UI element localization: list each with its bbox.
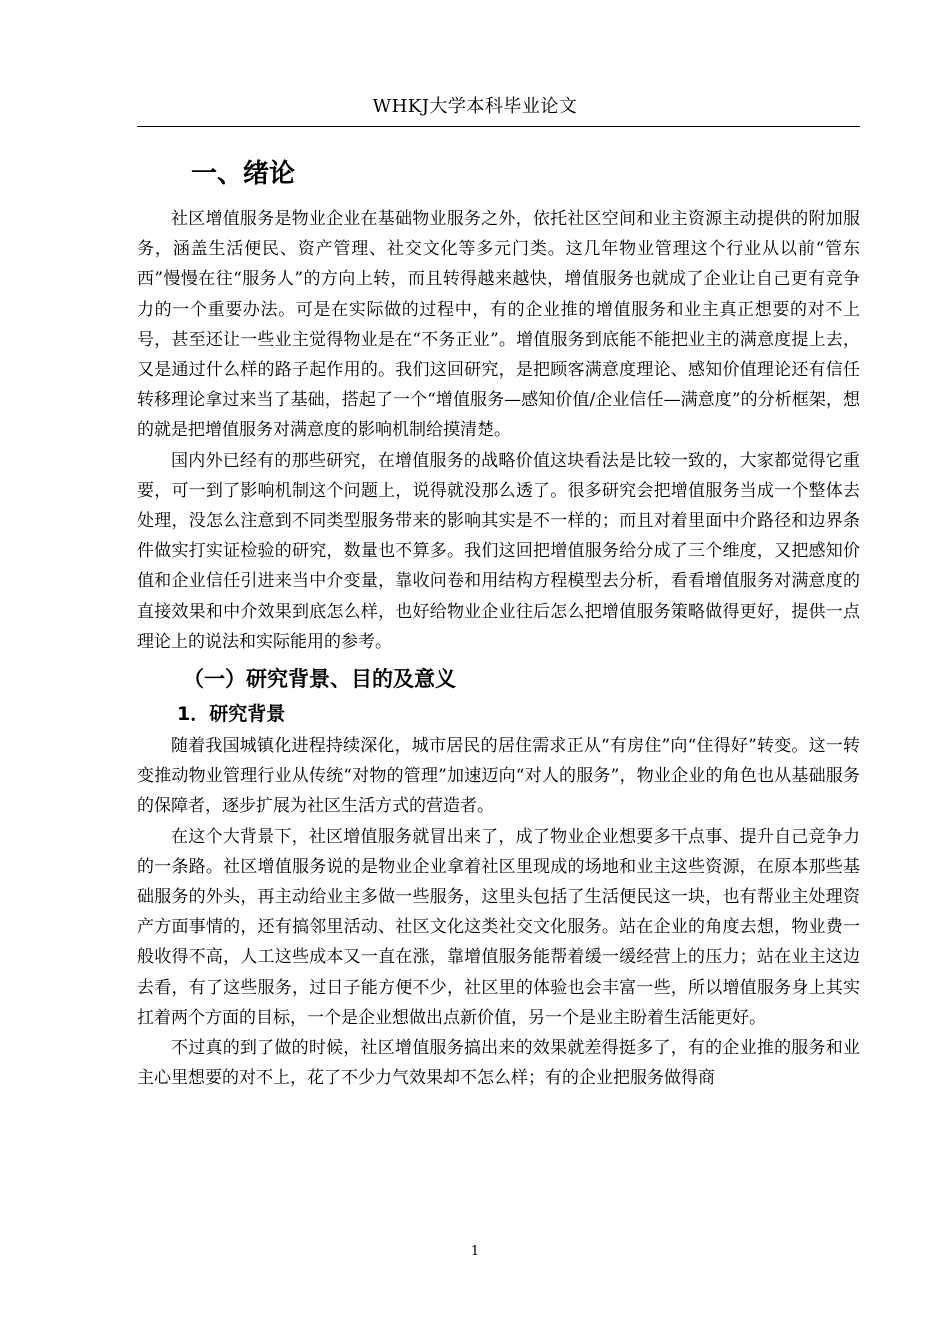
paragraph: 不过真的到了做的时候，社区增值服务搞出来的效果就差得挺多了，有的企业推的服务和业主心里想要的对不上，花了不少力气效果却不怎么样；有的企业把服务做得商	[137, 1038, 860, 1089]
page-number: 1	[470, 1244, 480, 1259]
paragraph: 国内外已经有的那些研究，在增值服务的战略价值这块看法是比较一致的，大家都觉得它重要，可一到了影响机制这个问题上，说得就没那么透了。很多研究会把增值服务当成一个整体去处理，没怎么注意到不同类型服务带来的影响其实是不一样的；而且对着里面中介路径和边界条件做实打实证检验的研究，数量也不算多。我们这回把增值服务给分成了三个维度，又把感知价值和企业信任引进来当中介变量，靠收问卷和用结构方程模型去分析，看看增值服务对满意度的直接效果和中介效果到底怎么样，也好给物业企业往后怎么把增值服务策略做得更好，提供一点理论上的说法和实际能用的参考。	[137, 450, 860, 652]
paragraph: 在这个大背景下，社区增值服务就冒出来了，成了物业企业想要多干点事、提升自己竞争力的一条路。社区增值服务说的是物业企业拿着社区里现成的场地和业主这些资源，在原本那些基础服务的外头，再主动给业主多做一些服务，这里头包括了生活便民这一块，也有帮业主处理资产方面事情的，还有搞邻里活动、社区文化这类社交文化服务。站在企业的角度去想，物业费一般收得不高，人工这些成本又一直在涨，靠增值服务能帮着缓一缓经营上的压力；站在业主这边去看，有了这些服务，过日子能方便不少，社区里的体验也会丰富一些，所以增值服务身上其实扛着两个方面的目标，一个是企业想做出点新价值，另一个是业主盼着生活能更好。	[137, 826, 860, 1028]
paragraph: 社区增值服务是物业企业在基础物业服务之外，依托社区空间和业主资源主动提供的附加服务，涵盖生活便民、资产管理、社交文化等多元门类。这几年物业管理这个行业从以前“管东西”慢慢在往“服务人”的方向上转，而且转得越来越快，增值服务也就成了企业让自己更有竞争力的一个重要办法。可是在实际做的过程中，有的企业推的增值服务和业主真正想要的对不上号，甚至还让一些业主觉得物业是在“不务正业”。增值服务到底能不能把业主的满意度提上去，又是通过什么样的路子起作用的。我们这回研究，是把顾客满意度理论、感知价值理论还有信任转移理论拿过来当了基础，搭起了一个“增值服务—感知价值/企业信任—满意度”的分析框架，想的就是把增值服务对满意度的影响机制给摸清楚。	[137, 209, 860, 441]
section-title: （一）研究背景、目的及意义	[183, 667, 456, 692]
header-divider	[137, 126, 860, 127]
paragraph: 随着我国城镇化进程持续深化，城市居民的居住需求正从“有房住”向“住得好”转变。这一转变推动物业管理行业从传统“对物的管理”加速迈向“对人的服务”，物业企业的角色也从基础服务的保障者，逐步扩展为社区生活方式的营造者。	[137, 736, 860, 817]
subsection-title: 1．研究背景	[177, 703, 286, 726]
chapter-title: 一、绪论	[191, 159, 296, 189]
page-header: WHKJ大学本科毕业论文	[372, 96, 578, 117]
page-content	[137, 150, 860, 1093]
